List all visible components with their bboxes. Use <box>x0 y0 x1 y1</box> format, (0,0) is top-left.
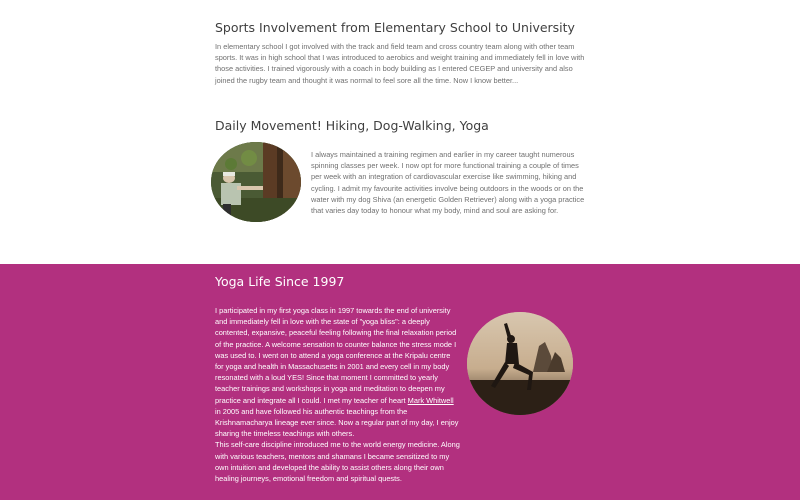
heading-sports-involvement: Sports Involvement from Elementary School to University <box>215 20 575 35</box>
hiking-photo <box>211 142 301 222</box>
link-mark-whitwell[interactable]: Mark Whitwell <box>407 395 454 405</box>
yoga-pose-photo <box>467 312 573 415</box>
paragraph-daily-movement: I always maintained a training regimen and earlier in my career taught numerous spinning classes per week. I now opt for more functional training a couple of times per week with an integration of cardiovascular exercise like swimming, hiking and cycling. I admit my favourite activities involve being outdoors in the woods or on the water with my dog Shiva (an energetic Golden Retriever) along with a yoga practice that varies day today to honour what my body, mind and soul are asking for. <box>311 150 585 216</box>
yoga-pose-illustration <box>467 312 573 415</box>
yoga-text-after-link: in 2005 and have followed his authentic teachings from the Krishnamacharya lineage ever since. Now a regular part of my day, I enjoy sharing the timeless teachings with others. <box>215 406 459 439</box>
heading-yoga-life: Yoga Life Since 1997 <box>215 274 345 289</box>
paragraph-sports-involvement: In elementary school I got involved with the track and field team and cross country team along with other team sports. It was in high school that I was introduced to aerobics and weight training and immediately fell in love with those activities. I trained vigorously with a coach in body building as I entered CEGEP and university and also joined the rugby team and thought it was normal to feel sore all the time. Now I know better... <box>215 42 585 85</box>
heading-daily-movement: Daily Movement! Hiking, Dog-Walking, Yoga <box>215 118 489 133</box>
hiking-photo-illustration <box>211 142 301 222</box>
yoga-text-before-link: I participated in my first yoga class in 1997 towards the end of university and immediately fell in love with the state of "yoga bliss": a deeply contented, expansive, peaceful feeling following the final relaxation period of the practice. A welcome sensation to counter balance the stress mode I was used to. I went on to attend a yoga conference at the Kripalu centre for yoga and health in Massachusetts in 2001 and every cell in my body resonated with a loud YES! Since that moment I committed to yearly teacher trainings and workshops in yoga and meditation to deepen my practice and integrate all I could. I met my teacher of heart <box>215 306 457 405</box>
yoga-paragraph-energy-medicine: This self-care discipline introduced me to the world energy medicine. Along with various teachers, mentors and shamans I became sensitized to my own intuition and developed the ability to assist others along their own healing journeys, emotional freedom and spiritual quests. <box>215 440 460 484</box>
paragraph-yoga-life <box>215 305 460 484</box>
